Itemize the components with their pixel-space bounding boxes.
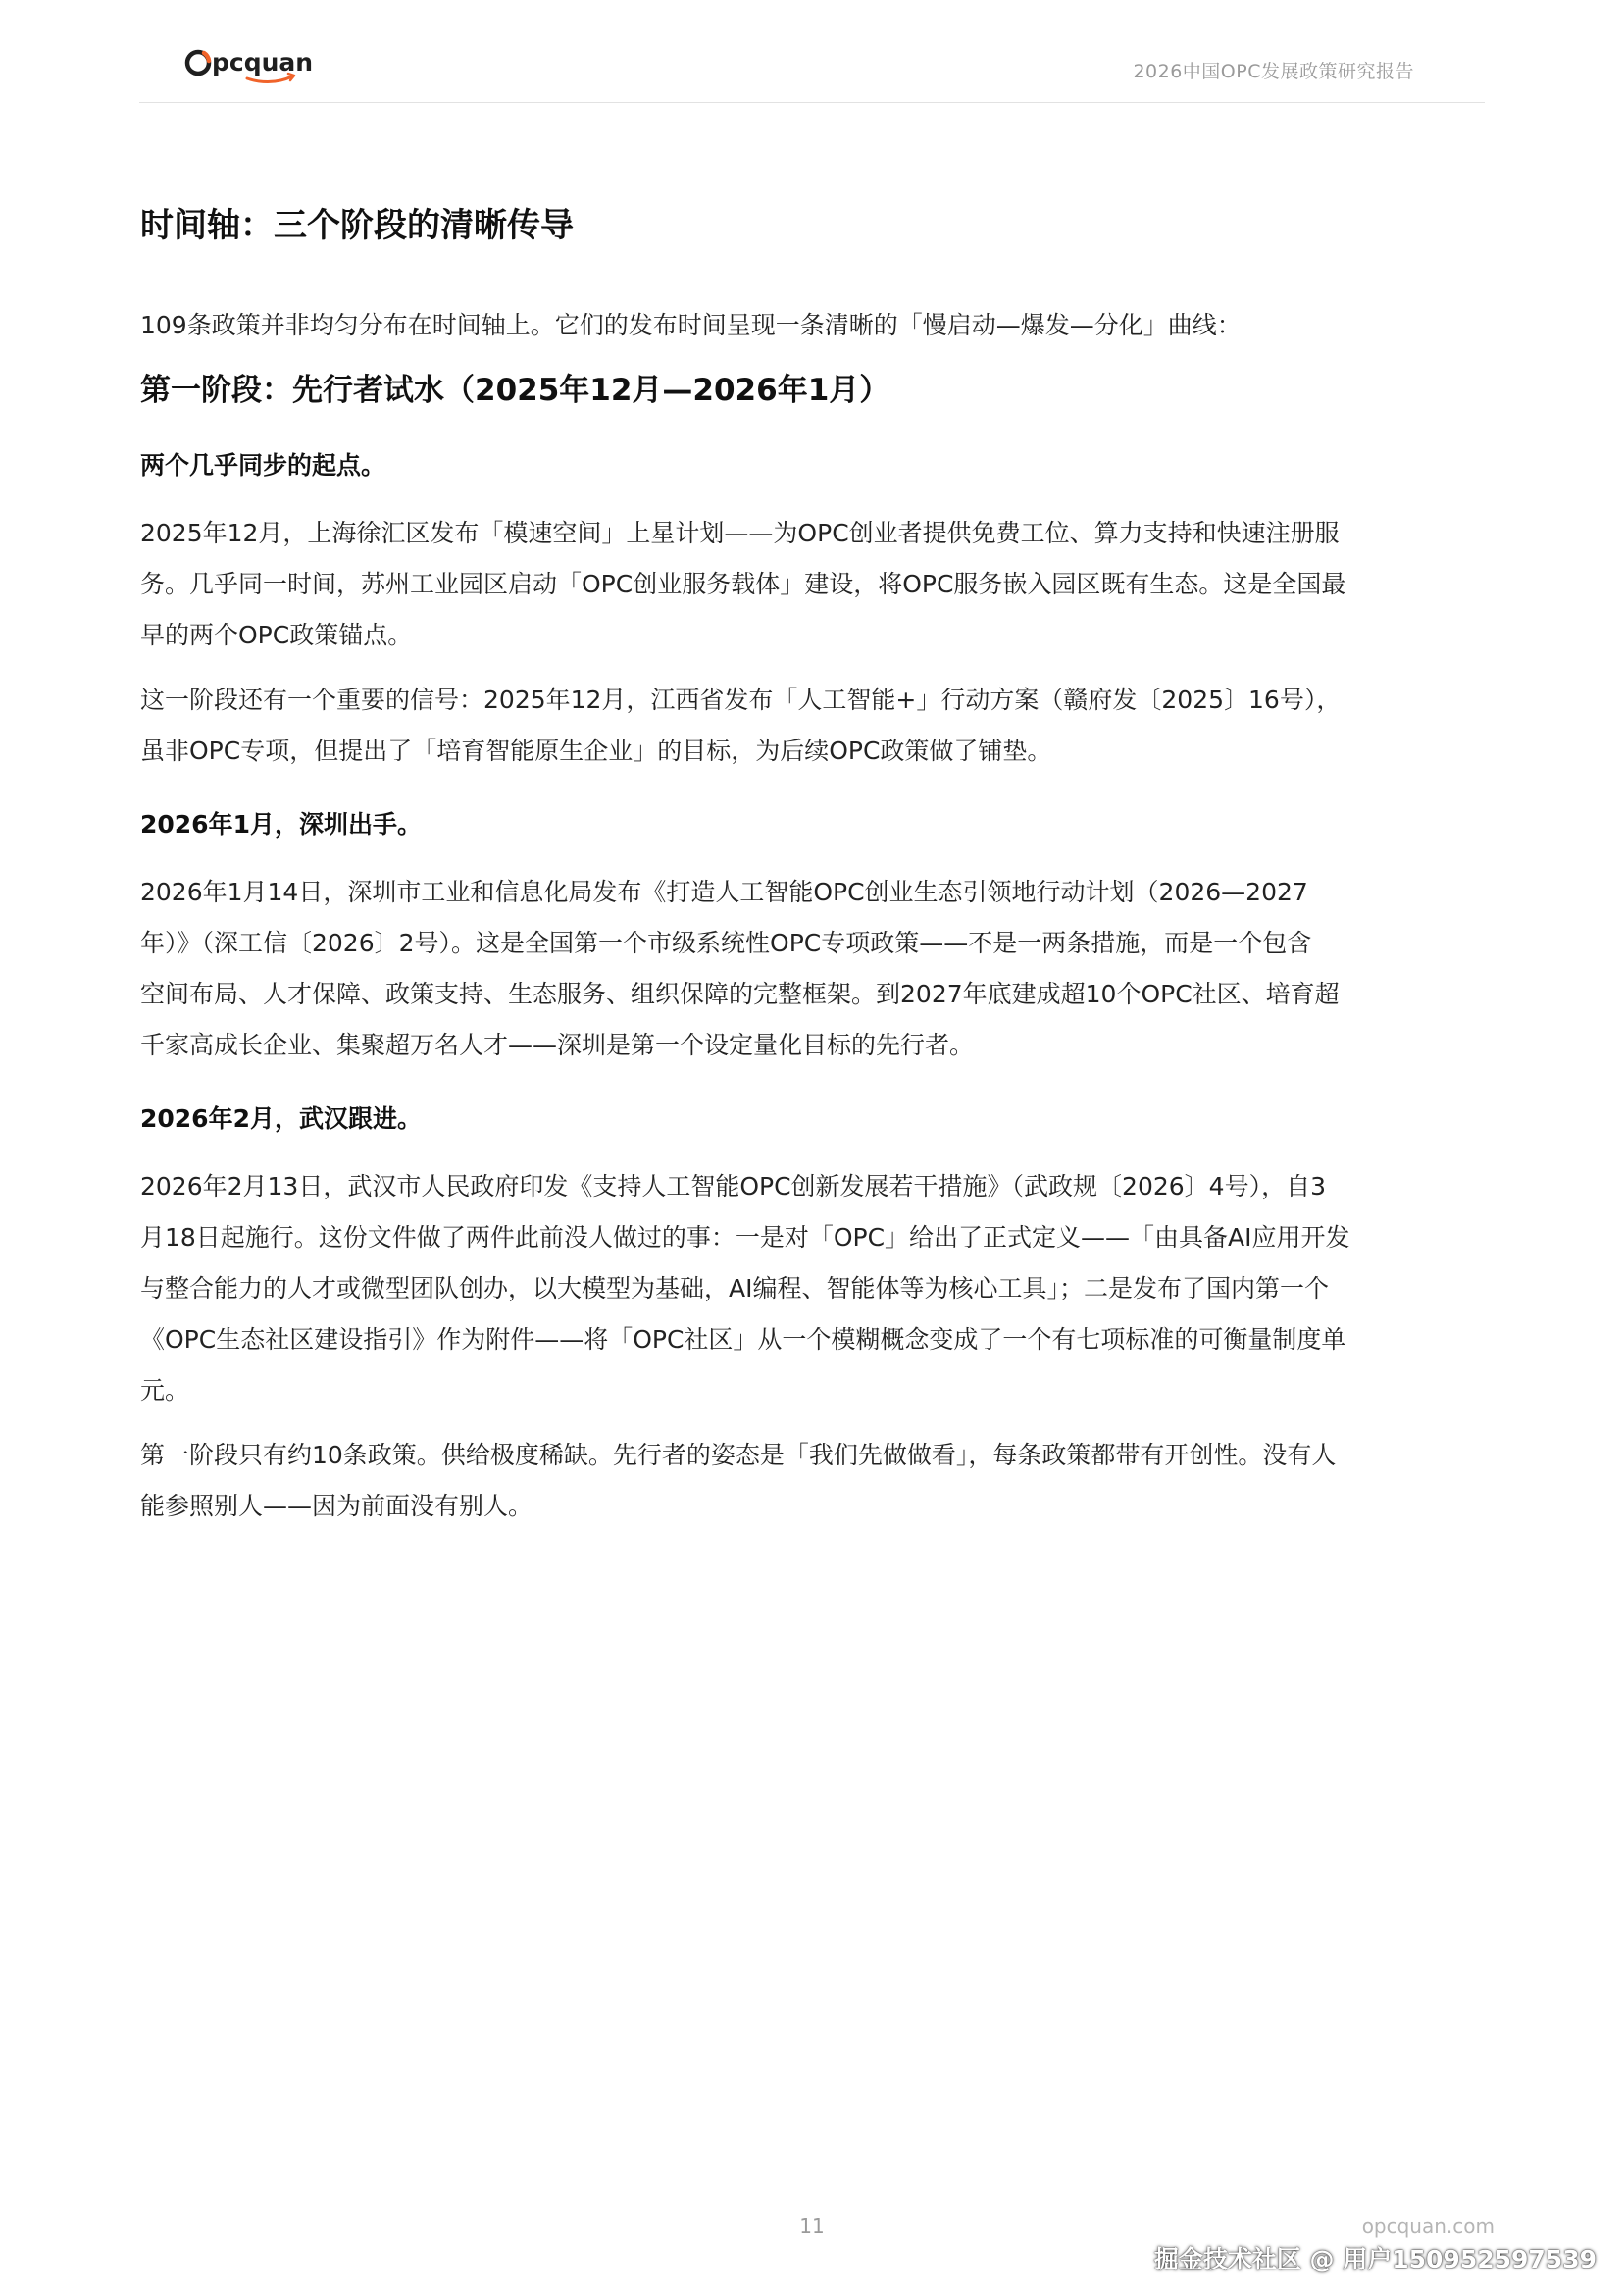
text-line: 第一阶段只有约10条政策。供给极度稀缺。先行者的姿态是「我们先做做看」，每条政策都带有开创性。没有人 (140, 1441, 1337, 1469)
block-heading-starting-points: 两个几乎同步的起点。 (140, 451, 386, 480)
footer-site-url[interactable]: opcquan.com (1361, 2215, 1495, 2238)
intro-paragraph: 109条政策并非均匀分布在时间轴上。它们的发布时间呈现一条清晰的「慢启动—爆发—分化」曲线： (140, 311, 1242, 339)
block-heading-shenzhen: 2026年1月，深圳出手。 (140, 810, 422, 839)
watermark: 掘金技术社区 @ 用户150952597539 (1153, 2245, 1597, 2273)
text-line: 空间布局、人才保障、政策支持、生态服务、组织保障的完整框架。到2027年底建成超10个OPC社区、培育超 (140, 980, 1340, 1008)
text-line: 早的两个OPC政策锚点。 (140, 621, 413, 649)
text-line: 这一阶段还有一个重要的信号：2025年12月，江西省发布「人工智能+」行动方案（赣府发〔2025〕16号）， (140, 686, 1342, 714)
text-line: 虽非OPC专项，但提出了「培育智能原生企业」的目标，为后续OPC政策做了铺垫。 (140, 737, 1052, 765)
paragraph-shanghai-suzhou (140, 508, 1501, 661)
paragraph-jiangxi-signal (140, 675, 1501, 777)
page-number: 11 (799, 2215, 825, 2238)
block-heading-wuhan: 2026年2月，武汉跟进。 (140, 1104, 422, 1133)
opcquan-logo-mark (182, 35, 320, 90)
stage-1-title: 第一阶段：先行者试水（2025年12月—2026年1月） (140, 373, 890, 408)
text-line: 2026年2月13日，武汉市人民政府印发《支持人工智能OPC创新发展若干措施》（武政规〔2026〕4号），自3 (140, 1172, 1326, 1200)
text-line: 与整合能力的人才或微型团队创办，以大模型为基础，AI编程、智能体等为核心工具」；二是发布了国内第一个 (140, 1274, 1329, 1302)
text-line: 能参照别人——因为前面没有别人。 (140, 1492, 533, 1520)
paragraph-shenzhen-plan (140, 867, 1501, 1071)
text-line: 年）》（深工信〔2026〕2号）。这是全国第一个市级系统性OPC专项政策——不是一两条措施，而是一个包含 (140, 929, 1312, 957)
text-line: 元。 (140, 1376, 190, 1404)
text-line: 2025年12月，上海徐汇区发布「模速空间」上星计划——为OPC创业者提供免费工位、算力支持和快速注册服 (140, 519, 1340, 547)
text-line: 务。几乎同一时间，苏州工业园区启动「OPC创业服务载体」建设，将OPC服务嵌入园区既有生态。这是全国最 (140, 570, 1346, 598)
opcquan-logo (182, 35, 320, 90)
page-content (140, 196, 1501, 1532)
paragraph-stage-1-summary (140, 1430, 1501, 1532)
page-header (139, 29, 1485, 103)
report-title: 2026中国OPC发展政策研究报告 (1133, 61, 1414, 82)
text-line: 月18日起施行。这份文件做了两件此前没人做过的事：一是对「OPC」给出了正式定义——「由具备AI应用开发 (140, 1223, 1350, 1251)
text-line: 2026年1月14日，深圳市工业和信息化局发布《打造人工智能OPC创业生态引领地行动计划（2026—2027 (140, 878, 1308, 906)
text-line: 千家高成长企业、集聚超万名人才——深圳是第一个设定量化目标的先行者。 (140, 1031, 975, 1059)
svg-text:pcquan: pcquan (212, 48, 314, 76)
section-title: 时间轴：三个阶段的清晰传导 (140, 206, 574, 245)
paragraph-wuhan-measures (140, 1161, 1501, 1416)
text-line: 《OPC生态社区建设指引》作为附件——将「OPC社区」从一个模糊概念变成了一个有七项标准的可衡量制度单 (140, 1325, 1346, 1353)
